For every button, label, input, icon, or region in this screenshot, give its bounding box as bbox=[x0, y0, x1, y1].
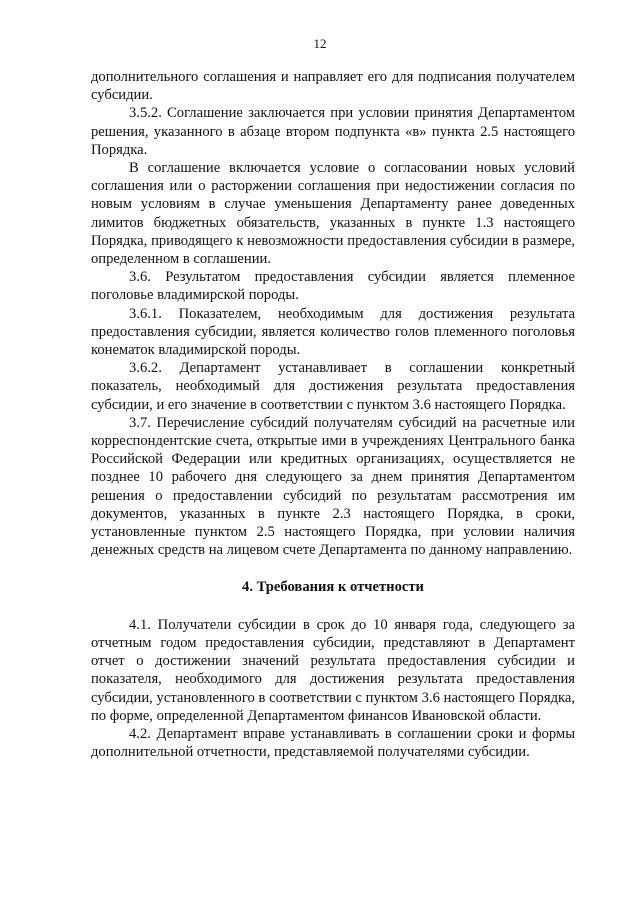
paragraph-3-6: 3.6. Результатом предоставления субсидии является племенное поголовье владимирской породы. bbox=[91, 269, 575, 304]
section-heading: 4. Требования к отчетности bbox=[242, 579, 424, 596]
document-body bbox=[91, 68, 575, 761]
paragraph-3-6-2: 3.6.2. Департамент устанавливает в соглашении конкретный показатель, необходимый для достижения результата предоставления субсидии, и его значение в соответствии с пунктом 3.6 настоящего Порядка. bbox=[91, 360, 575, 413]
paragraph-3-6-1: 3.6.1. Показателем, необходимым для достижения результата предоставления субсидии, является количество голов племенного поголовья конематок владимирской породы. bbox=[91, 305, 575, 359]
paragraph-4-1: 4.1. Получатели субсидии в срок до 10 января года, следующего за отчетным годом предоставления субсидии, представляют в Департамент отчет о достижении значений результата предоставления субсидии и показателя, необходимого для достижения результата предоставления субсидии, установленного в соответствии с пунктом 3.6 настоящего Порядка, по форме, определенной Департаментом финансов Ивановской области. bbox=[91, 616, 575, 724]
paragraph-3-7: 3.7. Перечисление субсидий получателям субсидий на расчетные или корреспондентские счета, открытые ими в учреждениях Центрального банка Российской Федерации или кредитных организациях, осуществляется не позднее 10 рабочего дня следующего за днем принятия Департаментом решения о предоставлении субсидий по результатам рассмотрения им документов, указанных в пункте 2.3 настоящего Порядка, в сроки, установленные пунктом 2.5 настоящего Порядка, при условии наличия денежных средств на лицевом счете Департамента по данному направлению. bbox=[91, 414, 575, 559]
paragraph-3-5-2: 3.5.2. Соглашение заключается при условии принятия Департаментом решения, указанного в абзаце втором подпункта «в» пункта 2.5 настоящего Порядка. bbox=[91, 105, 575, 158]
paragraph-4-2: 4.2. Департамент вправе устанавливать в соглашении сроки и формы дополнительной отчетности, представляемой получателями субсидии. bbox=[91, 725, 575, 761]
paragraph-continuation: дополнительного соглашения и направляет его для подписания получателем субсидии. bbox=[91, 69, 575, 104]
page-number: 12 bbox=[313, 36, 327, 51]
paragraph-agreement-condition: В соглашение включается условие о согласовании новых условий соглашения или о расторжении соглашения при недостижении согласия по новым условиям в случае уменьшения Департаменту ранее доведенных лимитов бюджетных обязательств, указанных в пункте 1.3 настоящего Порядка, приводящего к невозможности предоставления субсидии в размере, определенном в соглашении. bbox=[91, 160, 575, 268]
